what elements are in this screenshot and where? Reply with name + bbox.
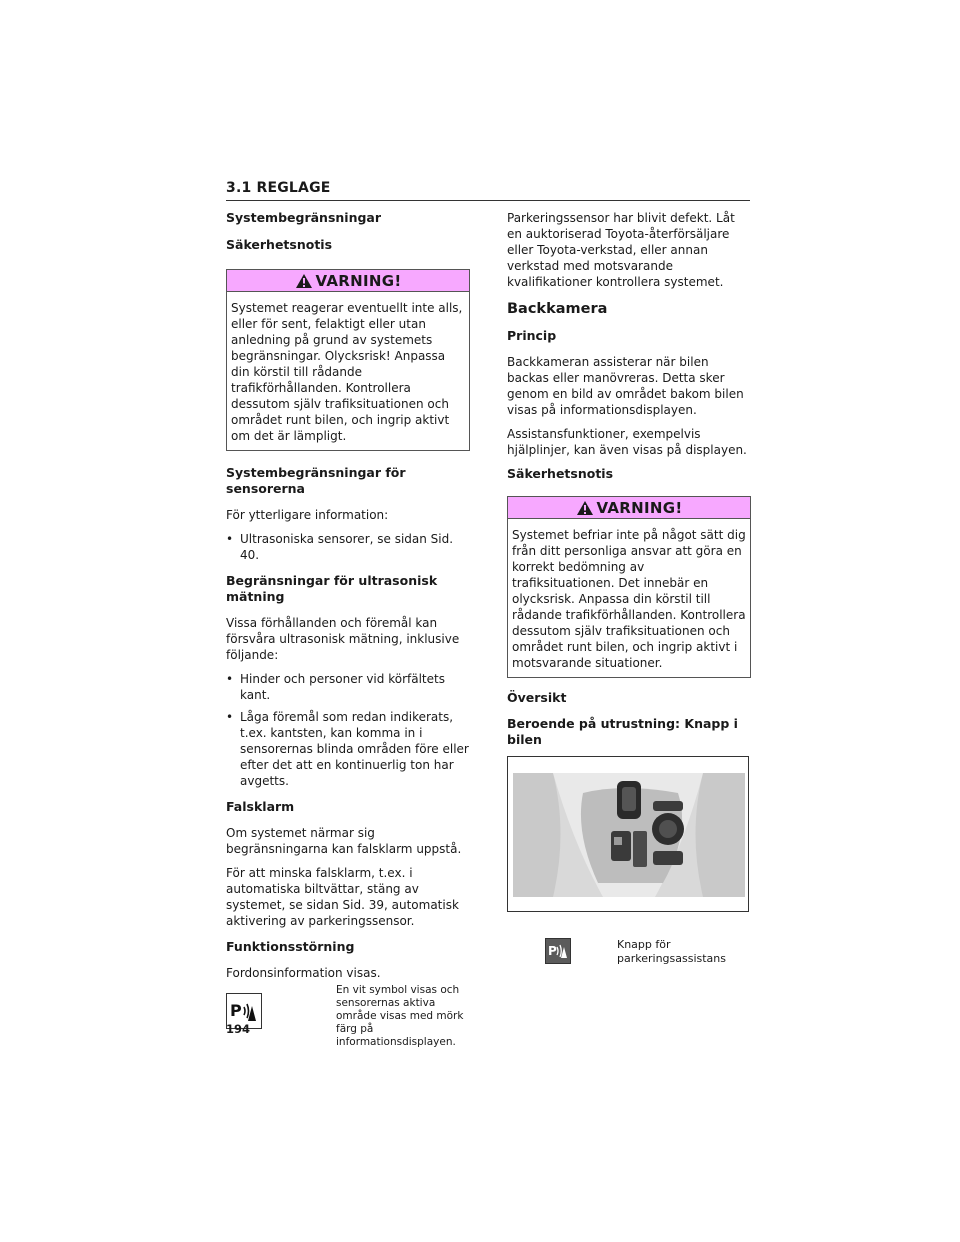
heading-safety-notice-2: Säkerhetsnotis xyxy=(507,466,614,481)
sensor-intro: För ytterligare information: xyxy=(226,508,389,522)
list-item: • Låga föremål som redan indikerats, t.ex. kantsten, kan komma in i sensorernas blinda områden före eller efter det att en kontinuerlig ton har avgetts. xyxy=(226,710,469,788)
ultrasonic-intro: Vissa förhållanden och föremål kan försvåra ultrasonisk mätning, inklusive följande: xyxy=(226,616,460,662)
button-caption-row xyxy=(507,938,751,966)
warning-text: Systemet reagerar eventuellt inte alls, eller för sent, felaktigt eller utan anledning på grund av systemets begränsningar. Olycksrisk! Anpassa din körstil till rådande trafikförhållanden. Kontrollera dessutom själv trafiksituationen och området runt bilen, och ingrip aktivt om det är lämpligt. xyxy=(231,301,463,443)
warning-label: VARNING! xyxy=(315,271,402,290)
warning-box-2 xyxy=(507,496,751,678)
heading-ultrasonic-limits: Begränsningar för ultrasonisk mätning xyxy=(226,573,438,604)
section-rule xyxy=(226,200,750,201)
center-console-image xyxy=(513,773,745,897)
malfunction-icon-row xyxy=(226,983,470,1049)
heading-equipment-button: Beroende på utrustning: Knapp i bilen xyxy=(507,716,738,747)
malfunction-icon-text: En vit symbol visas och sensorernas aktiva område visas med mörk färg på informationsdisplayen. xyxy=(336,984,464,1048)
heading-sensor-limits: Systembegränsningar för sensorerna xyxy=(226,465,406,496)
parking-assist-button-icon xyxy=(545,938,571,964)
list-item: • Hinder och personer vid körfältets kant. xyxy=(226,672,445,702)
section-header: 3.1 REGLAGE xyxy=(226,180,331,196)
principle-text-2: Assistansfunktioner, exempelvis hjälplinjer, kan även visas på displayen. xyxy=(507,427,747,457)
heading-safety-notice: Säkerhetsnotis xyxy=(226,237,333,252)
warning-box xyxy=(226,269,470,451)
malfunction-text: Fordonsinformation visas. xyxy=(226,966,381,980)
list-item: • Ultrasoniska sensorer, se sidan Sid. 40. xyxy=(226,532,454,562)
heading-rear-camera: Backkamera xyxy=(507,301,608,317)
false-alarm-text-2: För att minska falsklarm, t.ex. i automatiska biltvättar, stäng av systemet, se sidan Sid. 39, automatisk aktivering av parkeringssensor. xyxy=(226,866,459,928)
right-column xyxy=(507,210,751,966)
principle-text-1: Backkameran assisterar när bilen backas eller manövreras. Detta sker genom en bild av området bakom bilen visas på informationsdisplayen. xyxy=(507,355,744,417)
warning-text-2: Systemet befriar inte på något sätt dig från ditt personliga ansvar att göra en korrekt bedömning av trafiksituationen. Det innebär en olycksrisk. Anpassa din körstil till rådande trafikförhållanden. Kontrollera dessutom själv trafiksituationen och området runt bilen, och ingrip aktivt i motsvarande situationer. xyxy=(512,528,746,670)
heading-false-alarm: Falsklarm xyxy=(226,799,295,814)
warning-label-2: VARNING! xyxy=(596,498,683,517)
left-column xyxy=(226,210,470,1049)
svg-text:P: P xyxy=(230,1001,242,1020)
warning-triangle-icon xyxy=(576,500,594,516)
warning-header xyxy=(227,270,469,292)
heading-malfunction: Funktionsstörning xyxy=(226,939,355,954)
warning-triangle-icon xyxy=(295,273,313,289)
heading-overview: Översikt xyxy=(507,690,567,705)
svg-text:P: P xyxy=(548,944,557,958)
defect-text: Parkeringssensor har blivit defekt. Låt en auktoriserad Toyota-återförsäljare eller Toyota-verkstad, eller annan verkstad med motsvarande kvalifikationer kontrollera systemet. xyxy=(507,211,735,289)
warning-header-2 xyxy=(508,497,750,519)
page-number: 194 xyxy=(226,1022,251,1036)
heading-system-limits: Systembegränsningar xyxy=(226,210,382,225)
false-alarm-text-1: Om systemet närmar sig begränsningarna kan falsklarm uppstå. xyxy=(226,826,462,856)
console-figure xyxy=(507,756,749,912)
button-caption: Knapp för parkeringsassistans xyxy=(617,938,727,965)
heading-principle: Princip xyxy=(507,328,557,343)
